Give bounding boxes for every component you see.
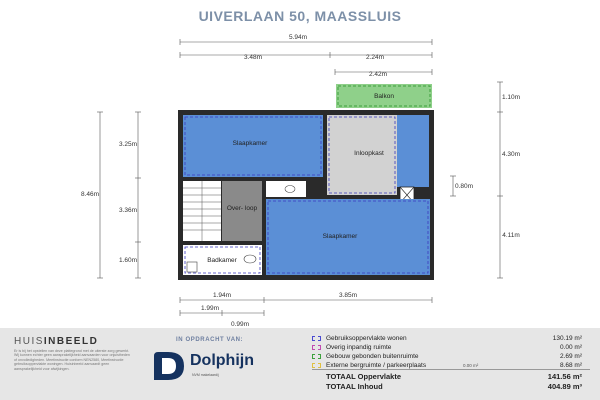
brand-logo: HUISINBEELD xyxy=(14,336,99,347)
dim-top-left: 3.48m xyxy=(243,54,263,61)
dim-right-bottom: 4.11m xyxy=(502,232,520,239)
totals-divider xyxy=(312,369,590,370)
brand-block xyxy=(14,336,132,371)
dim-left-bottom: 1.60m xyxy=(118,257,138,264)
commission-label: IN OPDRACHT VAN: xyxy=(176,337,244,343)
dim-right-balcony: 1.10m xyxy=(501,94,521,101)
dim-bottom-sub2: 0.99m xyxy=(230,321,250,328)
legend-value: 2.69 m² xyxy=(559,353,582,360)
dim-bottom-left: 1.94m xyxy=(212,292,232,299)
dim-top-right: 2.24m xyxy=(365,54,385,61)
dim-right-mid: 4.30m xyxy=(501,151,521,158)
total-label: TOTAAL Oppervlakte xyxy=(326,372,402,381)
logo-mark-icon xyxy=(150,350,188,382)
dim-left-total: 8.46m xyxy=(80,191,100,198)
room-label-bathroom: Badkamer xyxy=(207,257,237,264)
dim-top-total: 5.94m xyxy=(288,34,308,41)
legend-swatch-blue xyxy=(312,336,321,341)
legend-value: 130.19 m² xyxy=(552,335,582,342)
total-value: 404.89 m³ xyxy=(547,382,582,391)
dolphijn-logo xyxy=(148,350,288,384)
dim-bottom-sub1: 1.99m xyxy=(200,305,220,312)
page-title: UIVERLAAN 50, MAASSLUIS xyxy=(198,8,402,24)
legend-label: Externe bergruimte / parkeerplaats xyxy=(326,362,427,369)
top-dimensions xyxy=(180,39,432,75)
legend-note: 0.00 m² xyxy=(463,363,479,368)
dim-bottom-right: 3.85m xyxy=(338,292,358,299)
dim-left-mid: 3.36m xyxy=(118,207,138,214)
total-label: TOTAAL Inhoud xyxy=(326,382,383,391)
legend-swatch-green xyxy=(312,354,321,359)
logo-name: Dolphijn xyxy=(190,352,254,369)
dim-inner-small: 0.80m xyxy=(454,183,474,190)
room-label-bedroom-top: Slaapkamer xyxy=(232,140,268,147)
total-value: 141.56 m² xyxy=(547,372,582,381)
logo-subtitle: NVM makelaardij xyxy=(192,373,219,377)
legend-value: 0.00 m² xyxy=(559,344,582,351)
dim-left-top: 3.25m xyxy=(118,141,138,148)
legend-swatch-yellow xyxy=(312,363,321,368)
room-label-landing: Over- loop xyxy=(226,205,258,212)
legend-swatch-magenta xyxy=(312,345,321,350)
room-label-bedroom-main: Slaapkamer xyxy=(322,233,358,240)
disclaimer-text: Er is bij het opstellen van deze plattegrond met de uiterste zorg gewerkt. Wij kunnen echter geen aansprakelijkheid aanvaarden voor onjuistheden of onvolledigheden. Meetinstructie conform NEN2580, Meetinstructie gebruiksoppervlakte woningen. Huisinbeeld aanvaardt geen aansprakelijkheid voor afwijkingen. xyxy=(14,349,130,371)
room-label-closet: Inloopkast xyxy=(354,150,384,157)
left-dimensions xyxy=(97,112,141,278)
right-dimensions xyxy=(450,82,503,278)
legend-label: Gebouw gebonden buitenruimte xyxy=(326,353,419,360)
legend-label: Overig inpandig ruimte xyxy=(326,344,392,351)
legend-value: 8.68 m² xyxy=(559,362,582,369)
legend-label: Gebruiksoppervlakte wonen xyxy=(326,335,407,342)
room-label-balcony: Balkon xyxy=(374,93,394,100)
dim-balcony-width: 2.42m xyxy=(368,71,388,78)
